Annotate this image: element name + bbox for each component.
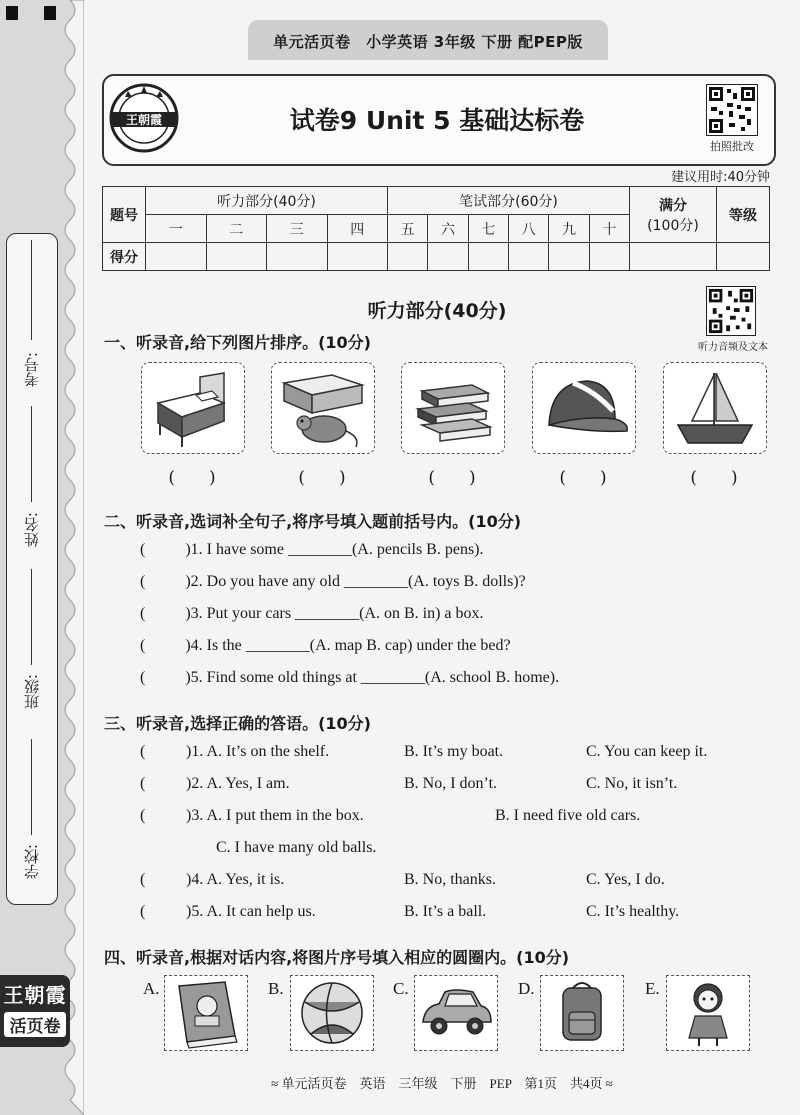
col-number: 十 — [589, 215, 629, 243]
bed-icon — [142, 363, 244, 453]
schoolbag-icon — [541, 976, 623, 1050]
question-text: )4. Is the ________(A. map B. cap) under the bed? — [185, 637, 511, 654]
score-cell[interactable] — [589, 243, 629, 271]
grade-score-cell[interactable] — [717, 243, 770, 271]
qr-code-icon[interactable] — [706, 286, 756, 336]
score-cell[interactable] — [146, 243, 207, 271]
brand-badge-name: 王朝霞 — [3, 983, 67, 1007]
qr-grade-caption: 拍照批改 — [710, 140, 754, 153]
col-number: 七 — [468, 215, 508, 243]
option-c: C. Yes, I do. — [586, 871, 665, 888]
corner-mark — [6, 6, 18, 20]
option-b: B. It’s a ball. — [404, 903, 487, 920]
col-number: 一 — [146, 215, 207, 243]
mouse-under-box-icon — [272, 363, 374, 453]
score-row-header: 得分 — [103, 243, 146, 271]
wavy-edge-decoration — [64, 0, 84, 1115]
section4-title: 四、听录音,根据对话内容,将图片序号填入相应的圆圈内。(10分) — [104, 948, 570, 967]
answer-paren[interactable]: ( — [140, 903, 146, 920]
option-b: B. I need five old cars. — [495, 807, 641, 824]
picture-card — [666, 975, 750, 1051]
option-a: )5. A. It can help us. — [186, 903, 316, 920]
col-number: 九 — [549, 215, 589, 243]
full-marks-label: 满分 — [659, 197, 687, 214]
name-line[interactable] — [31, 406, 32, 502]
qr-code-icon[interactable] — [706, 84, 758, 136]
option-a: )3. A. I put them in the box. — [186, 807, 364, 824]
option-c: C. It’s healthy. — [586, 903, 680, 920]
page-footer: ≈ 单元活页卷 英语 三年级 下册 PEP 第1页 共4页 ≈ — [271, 1076, 613, 1091]
picture-card — [401, 362, 505, 454]
answer-paren[interactable]: ( — [140, 605, 146, 622]
picture-card — [663, 362, 767, 454]
score-cell[interactable] — [388, 243, 428, 271]
picture-letter: C. — [393, 979, 409, 998]
order-blank[interactable]: ( ) — [559, 468, 607, 488]
page-title: 试卷9 Unit 5 基础达标卷 — [289, 106, 585, 135]
question-number-header: 题号 — [103, 187, 146, 243]
answer-paren[interactable]: ( — [140, 573, 146, 590]
question-text: )2. Do you have any old ________(A. toys B. dolls)? — [185, 573, 526, 590]
picture-card — [414, 975, 498, 1051]
full-marks-score-cell[interactable] — [630, 243, 717, 271]
answer-paren[interactable]: ( — [140, 807, 146, 824]
option-b: B. It’s my boat. — [404, 743, 504, 760]
school-label: 学校: — [23, 844, 41, 880]
school-line[interactable] — [31, 739, 32, 835]
storybook-icon — [165, 976, 247, 1050]
answer-paren[interactable]: ( — [140, 775, 146, 792]
picture-card — [540, 975, 624, 1051]
option-b: B. No, I don’t. — [404, 775, 498, 792]
picture-card — [290, 975, 374, 1051]
option-c: C. I have many old balls. — [216, 839, 377, 856]
full-marks-value: (100分) — [647, 217, 699, 234]
car-icon — [415, 976, 497, 1050]
score-cell[interactable] — [327, 243, 388, 271]
score-cell[interactable] — [267, 243, 328, 271]
question-text: )1. I have some ________(A. pencils B. pens). — [185, 541, 484, 558]
books-icon — [402, 363, 504, 453]
col-number: 六 — [428, 215, 468, 243]
picture-letter: B. — [268, 979, 284, 998]
class-line[interactable] — [31, 569, 32, 665]
answer-paren[interactable]: ( — [140, 669, 146, 686]
question-text: )3. Put your cars ________(A. on B. in) a box. — [185, 605, 484, 622]
logo-brand-text: 王朝霞 — [125, 113, 163, 127]
listening-group-header: 听力部分(40分) — [146, 187, 388, 215]
answer-paren[interactable]: ( — [140, 743, 146, 760]
score-table — [102, 186, 770, 271]
col-number: 二 — [206, 215, 267, 243]
order-blank[interactable]: ( ) — [428, 468, 476, 488]
order-blank[interactable]: ( ) — [690, 468, 738, 488]
suggested-time: 建议用时:40分钟 — [671, 170, 770, 185]
picture-letter: D. — [518, 979, 535, 998]
listening-section-heading: 听力部分(40分) — [367, 300, 507, 322]
s2-question-1 — [140, 541, 484, 559]
student-info-panel — [6, 233, 58, 905]
answer-paren[interactable]: ( — [140, 637, 146, 654]
col-number: 三 — [267, 215, 328, 243]
s2-question-5 — [140, 669, 559, 687]
series-header: 单元活页卷 小学英语 3年级 下册 配PEP版 — [273, 33, 583, 51]
answer-paren[interactable]: ( — [140, 541, 146, 558]
score-cell[interactable] — [428, 243, 468, 271]
doll-icon — [667, 976, 749, 1050]
ball-icon — [291, 976, 373, 1050]
score-cell[interactable] — [468, 243, 508, 271]
grade-header: 等级 — [717, 187, 770, 243]
picture-letter: A. — [143, 979, 160, 998]
score-cell[interactable] — [206, 243, 267, 271]
score-cell[interactable] — [508, 243, 548, 271]
answer-paren[interactable]: ( — [140, 871, 146, 888]
section1-title: 一、听录音,给下列图片排序。(10分) — [104, 333, 371, 352]
writing-group-header: 笔试部分(60分) — [388, 187, 630, 215]
class-label: 班级: — [23, 674, 41, 710]
exam-number-label: 考号: — [23, 352, 41, 388]
picture-card — [532, 362, 636, 454]
name-label: 姓名: — [23, 512, 41, 548]
option-a: )1. A. It’s on the shelf. — [186, 743, 330, 760]
corner-mark — [44, 6, 56, 20]
qr-audio-caption: 听力音频及文本 — [698, 342, 768, 353]
cap-icon — [533, 363, 635, 453]
question-text: )5. Find some old things at ________(A. school B. home). — [185, 669, 560, 686]
picture-card — [141, 362, 245, 454]
col-number: 八 — [508, 215, 548, 243]
section2-title: 二、听录音,选词补全句子,将序号填入题前括号内。(10分) — [104, 512, 522, 531]
col-number: 五 — [388, 215, 428, 243]
picture-card — [164, 975, 248, 1051]
order-blank[interactable]: ( ) — [298, 468, 346, 488]
boat-icon — [664, 363, 766, 453]
order-blank[interactable]: ( ) — [168, 468, 216, 488]
option-c: C. No, it isn’t. — [586, 775, 678, 792]
s2-question-3 — [140, 605, 484, 623]
option-b: B. No, thanks. — [404, 871, 496, 888]
section3-title: 三、听录音,选择正确的答语。(10分) — [104, 714, 371, 733]
full-marks-cell — [630, 187, 717, 243]
option-a: )2. A. Yes, I am. — [186, 775, 290, 792]
s2-question-2 — [140, 573, 526, 591]
option-a: )4. A. Yes, it is. — [186, 871, 285, 888]
score-cell[interactable] — [549, 243, 589, 271]
picture-card — [271, 362, 375, 454]
picture-letter: E. — [645, 979, 660, 998]
col-number: 四 — [327, 215, 388, 243]
s2-question-4 — [140, 637, 511, 655]
brand-badge — [0, 975, 70, 1047]
option-c: C. You can keep it. — [586, 743, 708, 760]
exam-number-line[interactable] — [31, 240, 32, 340]
brand-badge-series: 活页卷 — [4, 1012, 66, 1037]
